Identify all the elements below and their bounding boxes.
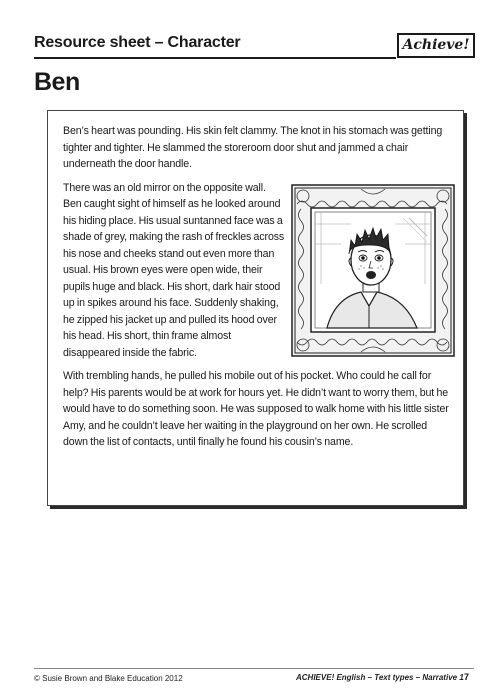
page-title: Ben xyxy=(34,68,80,96)
mirror-boy-illustration xyxy=(291,184,455,357)
story-paragraph: With trembling hands, he pulled his mobile out of his pocket. Who could he call for help? His parents would be at work for hours yet. He didn’t want to worry them, but he would have to do something soon. He was supposed to walk home with his little sister Amy, and he couldn’t leave her waiting in the playground on her own. He scrolled down the list of contacts, until finally he found his cousin’s name. xyxy=(63,370,449,448)
story-paragraph: There was an old mirror on the opposite wall. Ben caught sight of himself as he looked around his hiding place. His usual suntanned face was a shade of grey, making the rash of freckles across his nose and cheeks stand out even more than usual. His brown eyes were open wide, their pupils huge and black. His short, dark hair stood up in spikes around his face. Suddenly shaking, he zipped his jacket up and pulled its hood over his head. His short, thin frame almost disappeared inside the fabric. xyxy=(63,181,285,359)
achieve-badge: Achieve! xyxy=(397,33,475,58)
story-paragraph: Ben’s heart was pounding. His skin felt clammy. The knot in his stomach was getting tighter and tighter. He slammed the storeroom door shut and jammed a chair underneath the door handle. xyxy=(63,125,443,170)
footer-divider xyxy=(34,668,474,669)
story-text xyxy=(63,123,449,458)
page-header xyxy=(34,32,474,60)
footer-copyright: © Susie Brown and Blake Education 2012 xyxy=(34,674,183,683)
header-title: Resource sheet – Character xyxy=(34,34,241,51)
footer-series: ACHIEVE! English – Text types – Narrative 1 xyxy=(296,673,464,682)
page-number: 7 xyxy=(464,672,470,682)
header-divider xyxy=(34,57,396,59)
story-box xyxy=(47,110,464,506)
